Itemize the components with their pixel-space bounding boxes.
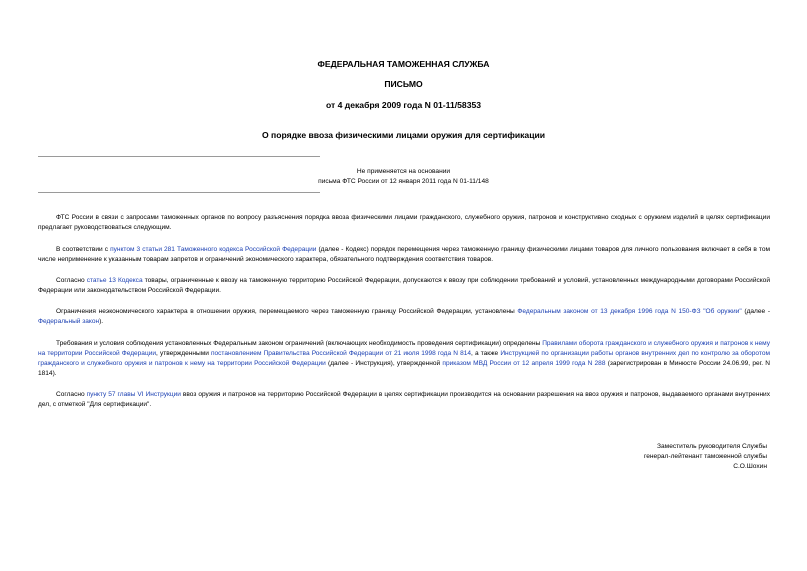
- paragraph-5-text: , утвержденными: [156, 350, 211, 357]
- link-weapon-circulation-rules[interactable]: Правилами оборота гражданского и служебного оружия и патронов к нему на территории Российской Федерации: [38, 340, 770, 357]
- paragraph-1: [38, 213, 770, 233]
- paragraph-3-text: Согласно: [56, 277, 87, 284]
- link-federal-law-150fz[interactable]: Федеральным законом от 13 декабря 1996 года N 150-ФЗ "Об оружии": [517, 308, 742, 315]
- paragraph-4-text: ).: [99, 318, 104, 325]
- signature-rank: генерал-лейтенант таможенной службы: [643, 453, 767, 460]
- signature-name: С.О.Шохин: [733, 463, 767, 470]
- paragraph-2: [38, 245, 770, 265]
- paragraph-1-text: ФТС России в связи с запросами таможенных органов по вопросу разъяснения порядка ввоза физическими лицами гражданского, служебного оружия, патронов и конструктивно сходных с оружием изделий в целях сертификации предлагает руководствоваться следующим.: [38, 214, 770, 231]
- paragraph-5: [38, 339, 770, 379]
- link-government-decree-814[interactable]: постановлением Правительства Российской Федерации от 21 июля 1998 года N 814: [210, 350, 472, 357]
- signature-position: Заместитель руководителя Службы: [657, 443, 767, 450]
- status-note-line1: Не применяется на основании: [356, 168, 451, 175]
- paragraph-4-text: Ограничения неэкономического характера в отношении оружия, перемещаемого через таможенную границу Российской Федерации, установлены: [56, 308, 518, 315]
- paragraph-4: [38, 307, 770, 327]
- document-date-number: от 4 декабря 2009 года N 01-11/58353: [325, 100, 482, 110]
- paragraph-3: [38, 276, 770, 296]
- document-type: ПИСЬМО: [384, 79, 423, 89]
- top-divider: [38, 156, 320, 157]
- paragraph-2-text: (далее - Кодекс) порядок перемещения через таможенную границу физическими лицами товаров для личного пользования включает в себя в том числе неприменение к указанным товарам запретов и ограничений экономического характера, обязательного подтверждения соответствия товаров.: [38, 246, 770, 263]
- paragraph-2-text: В соответствии с: [56, 246, 111, 253]
- link-federal-law[interactable]: Федеральный закон: [38, 318, 100, 325]
- status-note-line2: письма ФТС России от 12 января 2011 года N 01-11/148: [318, 178, 489, 185]
- paragraph-6-text: ввоз оружия и патронов на территорию Российской Федерации в целях сертификации производится на основании разрешения на ввоз оружия и патронов, выдаваемого органами внутренних дел, с отметкой "Для сертификации".: [38, 391, 770, 408]
- paragraph-5-text: Требования и условия соблюдения установленных Федеральным законом ограничений (включающих необходимость проведения сертификации) определены: [56, 340, 543, 347]
- link-mvd-instruction[interactable]: Инструкцией по организации работы органов внутренних дел по контролю за оборотом гражданского и служебного оружия и патронов к нему на территории Российской Федерации: [38, 350, 770, 367]
- paragraph-5-text: (далее - Инструкция), утвержденной: [325, 360, 443, 367]
- paragraph-6-text: Согласно: [56, 391, 87, 398]
- link-instruction-item-57[interactable]: пункту 57 главы VI Инструкции: [86, 391, 181, 398]
- agency-title: ФЕДЕРАЛЬНАЯ ТАМОЖЕННАЯ СЛУЖБА: [317, 59, 490, 69]
- bottom-divider: [38, 192, 320, 193]
- paragraph-3-text: товары, ограниченные к ввозу на таможенную территорию Российской Федерации, допускаются к ввозу при соблюдении требований и условий, установленных международными договорами Российской Федерации или законодательством Российской Федерации.: [38, 277, 770, 294]
- paragraph-6: [38, 390, 770, 410]
- link-customs-code-art-281[interactable]: пунктом 3 статьи 281 Таможенного кодекса Российской Федерации: [110, 246, 317, 253]
- document-subject: О порядке ввоза физическими лицами оружия для сертификации: [261, 130, 546, 140]
- link-mvd-order-288[interactable]: приказом МВД России от 12 апреля 1999 года N 288: [442, 360, 606, 367]
- link-customs-code-art-13[interactable]: статье 13 Кодекса: [86, 277, 143, 284]
- paragraph-5-text: , а также: [471, 350, 501, 357]
- paragraph-4-text: (далее -: [741, 308, 771, 315]
- paragraph-5-text: (зарегистрирован в Минюсте России 24.06.99, рег. N 1814).: [38, 360, 770, 377]
